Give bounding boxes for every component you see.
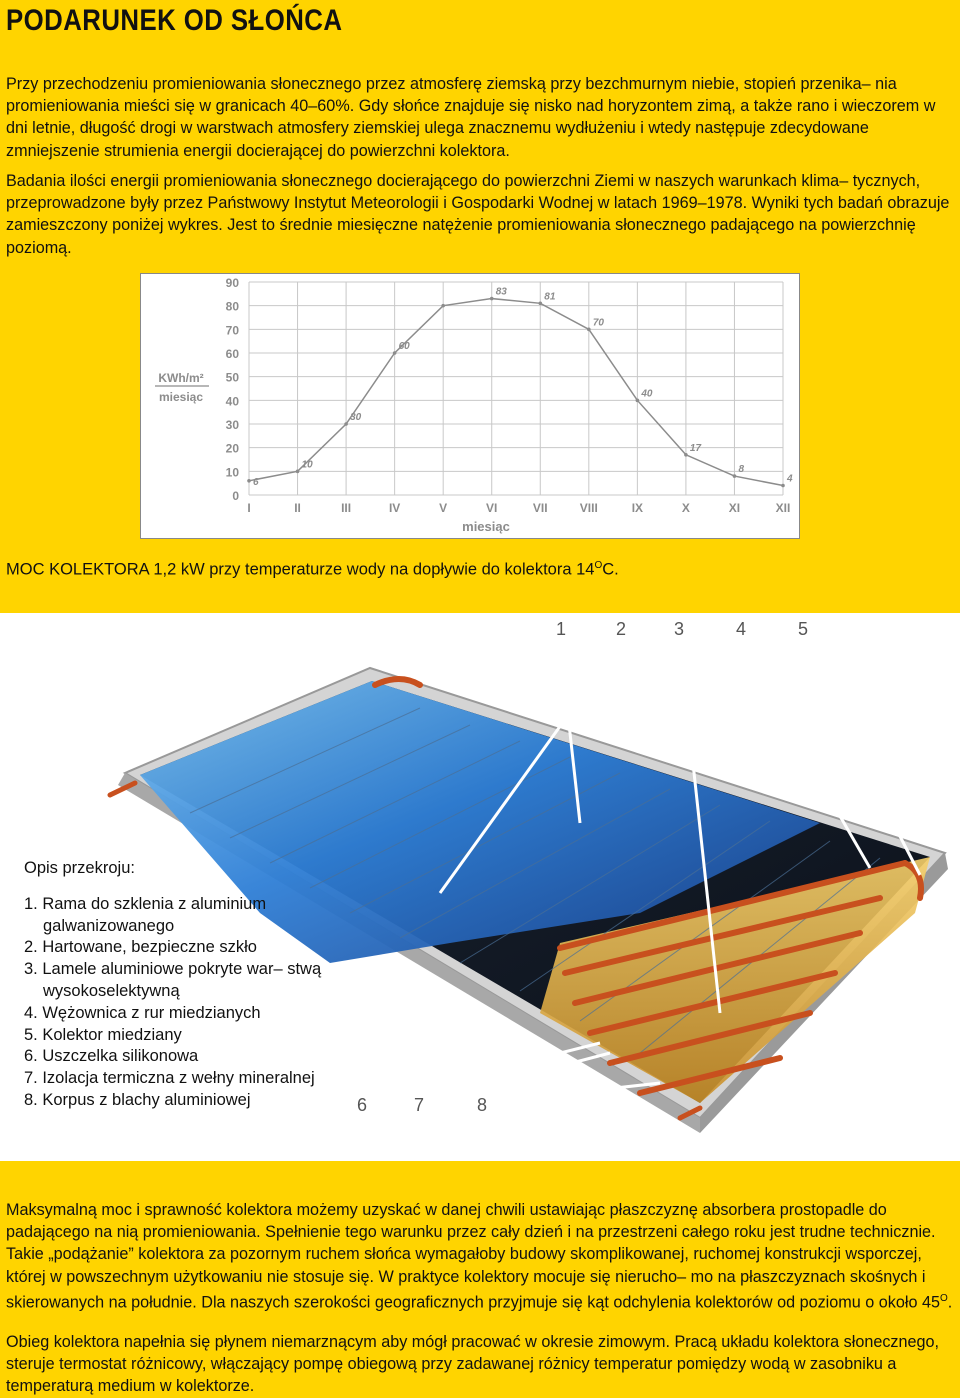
- y-unit-denominator: miesiąc: [158, 390, 204, 404]
- orientation-text: Maksymalną moc i sprawność kolektora możemy uzyskać w danej chwili ustawiając płaszczyznę absorbera prostopadle do padającego na nią promieniowania. Spełnienie tego warunku przez cały dzień i na przestrzeni całego roku jest trudne technicznie. Takie „podążanie” kolektora za pozornym ruchem słońca wymagałoby budowy skomplikowanej, ruchomej konstrukcji wsporczej, której w powszechnym użytkowaniu nie stosuje się. W praktyce kolektory mocuje się nierucho– mo na płaszczyznach skośnych i skierowanych na południe. Dla naszych szerokości geograficznych przyjmuje się kąt odchylenia kolektorów od poziomu o około 45: [6, 1201, 940, 1312]
- callout-1: 1: [556, 619, 567, 639]
- research-paragraph: Badania ilości energii promieniowania słonecznego docierającego do powierzchni Ziemi w naszych warunkach klima– tycznych, przeprowadzone były przez Państwowy Instytut Meteorologii i Gospodarki Wodnej w latach 1969–1978. Wyniki tych badań obrazuje zamieszczony poniżej wykres. Jest to średnie miesięczne natężenie promieniowania słonecznego padającego na powierzchnię poziomą.: [6, 172, 950, 257]
- data-point: [684, 453, 688, 457]
- y-tick-label: 50: [225, 370, 239, 385]
- data-label: 70: [592, 317, 604, 329]
- x-tick-label: X: [681, 501, 690, 515]
- y-tick-label: 0: [232, 489, 239, 503]
- x-tick-label: II: [294, 501, 301, 515]
- intro-paragraph: Przy przechodzeniu promieniowania słonecznego przez atmosferę ziemską przy bezchmurnym niebie, stopień przenika– nia promieniowania mieści się w granicach 40–60%. Gdy słońce znajduje się nisko nad horyzontem zimą, a także rano i wieczorem w dni letnie, długość drogi w warstwach atmosfery ziemskiej ulega znacznemu wydłużeniu i wtedy następuje zdecydowane zmniejszenie strumienia energii docierającej do powierzchni kolektora.: [6, 75, 936, 160]
- page-title: PODARUNEK OD SŁOŃCA: [6, 4, 343, 37]
- callout-2: 2: [616, 619, 627, 639]
- y-tick-label: 80: [225, 299, 239, 314]
- data-point: [636, 399, 640, 403]
- data-label: 8: [738, 464, 745, 476]
- data-point: [587, 328, 591, 332]
- legend-item: 2. Hartowane, bezpieczne szkło: [24, 938, 257, 957]
- data-point: [441, 304, 445, 308]
- x-tick-label: IV: [388, 501, 401, 515]
- x-tick-label: VIII: [579, 501, 598, 515]
- callout-8: 8: [477, 1095, 488, 1115]
- y-tick-label: 10: [225, 465, 239, 480]
- collector-cross-section-figure: [0, 613, 960, 1161]
- callout-7: 7: [414, 1095, 425, 1115]
- data-point: [296, 470, 300, 474]
- data-label: 81: [544, 291, 556, 303]
- data-label: 17: [689, 442, 702, 454]
- x-axis-label: miesiąc: [462, 519, 510, 534]
- x-tick-label: I: [247, 501, 251, 515]
- data-label: 40: [641, 388, 653, 400]
- y-unit-label: KWh/m²: [158, 371, 204, 385]
- data-point: [393, 351, 397, 355]
- data-point: [733, 474, 737, 478]
- y-tick-label: 30: [225, 418, 239, 432]
- data-point: [490, 297, 494, 301]
- data-point: [781, 484, 785, 488]
- x-tick-label: VII: [532, 501, 548, 515]
- callout-5: 5: [798, 619, 809, 639]
- legend-item: 5. Kolektor miedziany: [24, 1025, 182, 1044]
- y-tick-label: 70: [225, 323, 239, 338]
- data-label: 4: [787, 473, 793, 485]
- x-tick-label: V: [439, 501, 448, 515]
- data-point: [344, 422, 348, 426]
- data-label: 6: [253, 476, 259, 488]
- data-label: 30: [350, 412, 362, 423]
- legend-item: 6. Uszczelka silikonowa: [24, 1047, 199, 1066]
- callout-3: 3: [674, 619, 685, 639]
- data-label: 10: [301, 459, 313, 471]
- data-label: 60: [398, 341, 410, 352]
- legend-heading: Opis przekroju:: [24, 859, 135, 877]
- x-tick-label: III: [341, 501, 352, 515]
- series-line: [249, 299, 783, 486]
- legend-item: 8. Korpus z blachy aluminiowej: [24, 1090, 251, 1109]
- collector-power-caption: [6, 560, 619, 580]
- caption-end: C.: [602, 560, 619, 579]
- radiation-chart: [140, 273, 800, 539]
- orientation-degree: O: [939, 1292, 948, 1304]
- orientation-paragraph: [6, 1199, 954, 1313]
- x-tick-label: XI: [728, 501, 741, 515]
- caption-text: MOC KOLEKTORA 1,2 kW przy temperaturze wody na dopływie do kolektora 14: [6, 560, 595, 579]
- circuit-paragraph: Obieg kolektora napełnia się płynem niemarznącym aby mógł pracować w okresie zimowym. Pracą układu kolektora słonecznego, steruje termostat różnicowy, włączający pompę obiegową przy zadawanej różnicy temperatur pomiędzy wodą w zasobniku a temperaturą medium w kolektorze.: [6, 1333, 940, 1396]
- callout-6: 6: [357, 1095, 368, 1115]
- radiation-chart-svg: [141, 274, 799, 538]
- callout-4: 4: [736, 619, 747, 639]
- y-tick-label: 40: [225, 394, 239, 409]
- data-point: [538, 302, 542, 306]
- y-tick-label: 20: [225, 441, 239, 456]
- x-tick-label: XII: [775, 501, 791, 515]
- data-point: [247, 479, 251, 483]
- cross-section-legend: [24, 858, 324, 1112]
- legend-item: 3. Lamele aluminiowe pokryte war– stwą wysokoselektywną: [24, 960, 322, 1000]
- y-tick-label: 90: [225, 276, 239, 290]
- caption-degree: O: [594, 560, 603, 571]
- legend-item: 4. Wężownica z rur miedzianych: [24, 1003, 261, 1022]
- x-tick-label: IX: [631, 501, 644, 515]
- legend-item: 7. Izolacja termiczna z wełny mineralnej: [24, 1069, 315, 1088]
- y-tick-label: 60: [225, 347, 239, 361]
- legend-item: 1. Rama do szklenia z aluminium galwanizowanego: [24, 894, 267, 935]
- x-tick-label: VI: [486, 501, 498, 515]
- data-label: 83: [495, 286, 507, 298]
- orientation-end: .: [947, 1293, 953, 1312]
